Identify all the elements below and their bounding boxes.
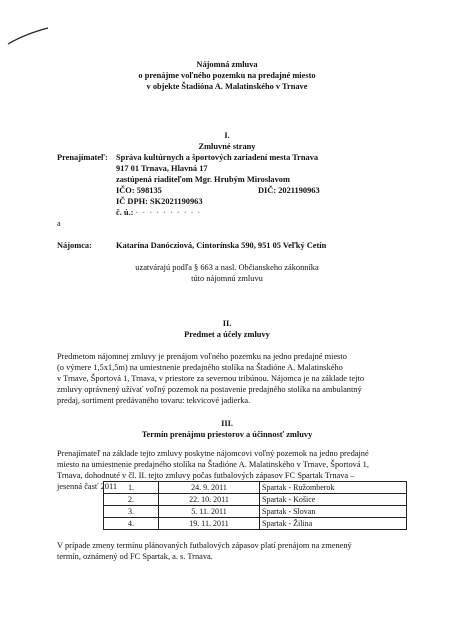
landlord-label: Prenajímateľ: xyxy=(57,153,108,162)
section-2-line: zmluvy oprávnený užívať voľný pozemok na postavenie predajného stolíka na ambulantný xyxy=(57,385,362,394)
document-title: Nájomná zmluva xyxy=(196,60,258,69)
table-row xyxy=(104,482,407,494)
landlord-name: Správa kultúrnych a športových zariadení mesta Trnava xyxy=(116,153,319,162)
match-number: 3. xyxy=(104,506,159,518)
closing-line: V prípade zmeny termínu plánovaných futbalových zápasov platí prenájom na zmenený xyxy=(57,541,352,550)
account-label: č. ú.: xyxy=(116,208,134,217)
document-subtitle: o prenájme voľného pozemku na predajné miesto xyxy=(138,71,316,80)
table-row xyxy=(104,506,407,518)
section-2-title: Predmet a účely zmluvy xyxy=(184,330,270,339)
pen-mark xyxy=(0,0,60,50)
tenant-value: Katarína Danócziová, Cintorínska 590, 951 05 Veľký Cetín xyxy=(116,241,327,250)
section-3-closing xyxy=(57,540,409,562)
conclusion-line-2: túto nájomnú zmluvu xyxy=(191,274,263,283)
document-subtitle-location: v objekte Štadióna A. Malatinského v Trnave xyxy=(146,82,308,91)
match-schedule-table xyxy=(103,481,407,530)
section-2-paragraph xyxy=(57,351,409,406)
match-date: 5. 11. 2011 xyxy=(159,506,260,518)
match-number: 4. xyxy=(104,518,159,530)
match-name: Spartak - Košice xyxy=(260,494,407,506)
landlord-dic: DIČ: 2021190963 xyxy=(258,186,320,195)
match-date: 19. 11. 2011 xyxy=(159,518,260,530)
closing-line: termín, oznámený od FC Spartak, a. s. Trnava. xyxy=(57,552,213,561)
table-row xyxy=(104,518,407,530)
section-3-line: Prenajímateľ na základe tejto zmluvy poskytne nájomcovi voľný pozemok na jedno predajné xyxy=(57,449,369,458)
tenant-label: Nájomca: xyxy=(57,241,92,250)
match-date: 22. 10. 2011 xyxy=(159,494,260,506)
match-number: 2. xyxy=(104,494,159,506)
section-2-line: predaj, sortiment predávaného tovaru: tekvicové jadierka. xyxy=(57,396,251,405)
match-name: Spartak - Žilina xyxy=(260,518,407,530)
section-3-line: miesto na umiestnenie predajného stolíka na Štadióne A. Malatinského v Trnave, Športová 1, xyxy=(57,460,369,469)
section-1-title: Zmluvné strany xyxy=(198,142,256,151)
section-3-number: III. xyxy=(221,419,233,428)
landlord-address: 917 01 Trnava, Hlavná 17 xyxy=(116,164,208,173)
landlord-ic-dph: IČ DPH: SK2021190963 xyxy=(116,197,203,206)
section-3-line: jesenná časť 2011 xyxy=(57,482,118,491)
section-2-line: (o výmere 1,5x1,5m) na umiestnenie predajného stolíka na Štadióne A. Malatinského xyxy=(57,363,343,372)
account-redacted: · · · · · · · · · · xyxy=(135,208,202,217)
conjunction-and: a xyxy=(57,219,61,228)
landlord-account xyxy=(116,207,201,218)
section-1-number: I. xyxy=(224,131,230,140)
section-3-line: Trnava, dohodnuté v čl. II. tejto zmluvy počas futbalových zápasov FC Spartak Trnava – xyxy=(57,471,355,480)
landlord-representative: zastúpená riaditeľom Mgr. Hrubým Miroslavom xyxy=(116,175,290,184)
match-name: Spartak - Slovan xyxy=(260,506,407,518)
section-2-number: II. xyxy=(222,319,232,328)
section-2-line: Predmetom nájomnej zmluvy je prenájom voľného pozemku na jedno predajné miesto xyxy=(57,352,347,361)
match-date: 24. 9. 2011 xyxy=(159,482,260,494)
conclusion-line-1: uzatvárajú podľa § 663 a nasl. Občianskeho zákonníka xyxy=(135,263,319,272)
section-3-title: Termín prenájmu priestorov a účinnosť zmluvy xyxy=(141,430,313,439)
match-name: Spartak - Ružomberok xyxy=(260,482,407,494)
section-2-line: v Trnave, Športová 1, Trnava, v priestore za severnou tribúnou. Nájomca je na základe tejto xyxy=(57,374,365,383)
table-row xyxy=(104,494,407,506)
match-number: 1. xyxy=(104,482,159,494)
landlord-ico: IČO: 598135 xyxy=(116,186,162,195)
